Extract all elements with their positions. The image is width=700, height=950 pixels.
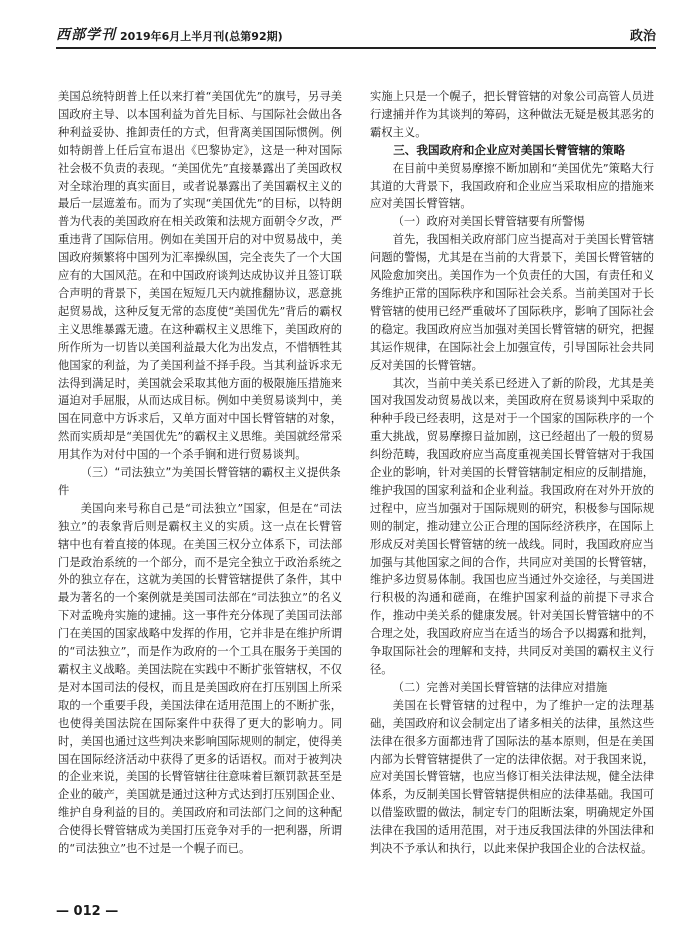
article-body	[58, 88, 654, 888]
section-heading: 三、我国政府和企业应对美国长臂管辖的策略	[393, 142, 626, 157]
page-number: — 012 —	[56, 904, 119, 919]
paragraph: 实施上只是一个幌子，把长臂管辖的对象公司高管人员进行逮捕并作为其谈判的筹码，这种做法无疑是极其恶劣的霸权主义。	[370, 90, 654, 139]
issue-info: 2019年6月上半月刊(总第92期)	[120, 30, 283, 43]
left-column	[58, 88, 342, 888]
page-header	[56, 22, 656, 49]
section-heading: （一）政府对美国长臂管辖要有所警惕	[392, 215, 585, 229]
section-label: 政治	[629, 29, 656, 44]
paragraph: 美国向来号称自己是“司法独立”国家，但是在“司法独立”的表象背后则是霸权主义的实质。这一点在长臂管辖中也有着直接的体现。在美国三权分立体系下，司法部门是政治系统的一个部分，而不是完全独立于政治系统之外的独立存在，这就为美国的长臂管辖提供了条件，其中最为著名的一个案例就是美国司法部在“司法独立”的名义下对孟晚舟实施的逮捕。这一事件充分体现了美国司法部门在美国的国家战略中发挥的作用，它并非是在维护所谓的“司法独立”，而是作为政府的一个工具在服务于美国的霸权主义战略。美国法院在实践中不断扩张管辖权，不仅是对本国司法的侵权，而且是美国政府在打压别国上所采取的一个重要手段，美国法律在适用范围上的不断扩张，也使得美国法院在国际案件中获得了更大的影响力。同时，美国也通过这些判决来影响国际规则的制定，使得美国在国际经济活动中获得了更多的话语权。而对于被判决的企业来说，美国的长臂管辖往往意味着巨额罚款甚至是企业的破产，美国就是通过这种方式达到打压别国企业、维护自身利益的目的。美国政府和司法部门之间的这种配合使得长臂管辖成为美国打压竞争对手的一把利器，所谓的“司法独立”也不过是一个幌子而已。	[58, 501, 342, 856]
paragraph: 美国在长臂管辖的过程中，为了维护一定的法理基础，美国政府和议会制定出了诸多相关的法律，虽然这些法律在很多方面都违背了国际法的基本原则，但是在美国内部为长臂管辖提供了一定的法律依据。对于我国来说，应对美国长臂管辖，也应当修订相关法律法规，健全法律体系，为反制美国长臂管辖提供相应的法律基础。我国可以借鉴欧盟的做法，制定专门的阻断法案，明确规定外国法律在我国的适用范围，对于违反我国法律的外国法律和判决不予承认和执行，以此来保护我国企业的合法权益。	[370, 698, 654, 856]
section-heading: （三）“司法独立”为美国长臂管辖的霸权主义提供条件	[58, 466, 341, 497]
section-heading: （二）完善对美国长臂管辖的法律应对措施	[392, 680, 608, 694]
header-left	[56, 24, 283, 44]
paragraph: 在目前中美贸易摩擦不断加剧和“美国优先”策略大行其道的大背景下，我国政府和企业应当采取相应的措施来应对美国长臂管辖。	[370, 161, 654, 211]
journal-name: 西部学刊	[56, 27, 116, 43]
paragraph: 美国总统特朗普上任以来打着“美国优先”的旗号，另寻美国政府主导、以本国利益为首先目标、与国际社会做出各种利益妥协、推卸责任的方式，但背离美国国际惯例。例如特朗普上任后宣布退出《巴黎协定》，这是一种对国际社会极不负责的表现。“美国优先”直接暴露出了美国政权对全球治理的真实面目，或者说暴露出了美国霸权主义的最后一层遮羞布。而为了实现“美国优先”的目标，以特朗普为代表的美国政府在相关政策和法规方面朝令夕改，严重违背了国际信用。例如在美国开启的对中贸易战中，美国政府频繁将中国列为汇率操纵国，完全丧失了一个大国应有的大国风范。在和中国政府谈判达成协议并且签订联合声明的背景下，美国在短短几天内就推翻协议，恶意挑起贸易战，这种反复无常的态度使“美国优先”背后的霸权主义思维暴露无遗。在这种霸权主义思维下，美国政府的所作所为一切皆以美国利益最大化为出发点，不惜牺牲其他国家的利益，为了美国利益不择手段。当其利益诉求无法得到满足时，美国就会采取其他方面的极限施压措施来逼迫对手屈服，从而达成目标。例如中美贸易谈判中，美国在同意中方诉求后，又单方面对中国长臂管辖的对象，然而实质却是“美国优先”的霸权主义思维。美国就经常采用其作为对付中国的一个杀手锏和进行贸易谈判。	[58, 90, 342, 462]
paragraph: 其次，当前中美关系已经进入了新的阶段，尤其是美国对我国发动贸易战以来，美国政府在贸易谈判中采取的种种手段已经表明，这是对于一个国家的国际秩序的一个重大挑战，贸易摩擦日益加剧，这已经超出了一般的贸易纠纷范畴，我国政府应当高度重视美国长臂管辖对于我国企业的影响，针对美国的长臂管辖制定相应的反制措施，维护我国的国家利益和企业利益。我国政府在对外开放的过程中，应当加强对于国际规则的研究，积极参与国际规则的制定，推动建立公正合理的国际经济秩序，在国际上形成反对美国长臂管辖的统一战线。同时，我国政府应当加强与其他国家之间的合作，共同应对美国的长臂管辖，维护多边贸易体制。我国也应当通过外交途径，与美国进行积极的沟通和磋商，在维护国家利益的前提下寻求合作，推动中美关系的健康发展。针对美国长臂管辖中的不合理之处，我国政府应当在适当的场合予以揭露和批判，争取国际社会的理解和支持，共同反对美国的霸权主义行径。	[370, 376, 654, 676]
paragraph: 首先，我国相关政府部门应当提高对于美国长臂管辖问题的警惕，尤其是在当前的大背景下，美国长臂管辖的风险愈加突出。美国作为一个负责任的大国，有责任和义务维护正常的国际秩序和国际社会关系。当前美国对于长臂管辖的使用已经严重破坏了国际秩序，影响了国际社会的稳定。我国政府应当加强对美国长臂管辖的研究，把握其运作规律，在国际社会上加强宣传，引导国际社会共同反对美国的长臂管辖。	[370, 233, 654, 372]
right-column	[370, 88, 654, 888]
